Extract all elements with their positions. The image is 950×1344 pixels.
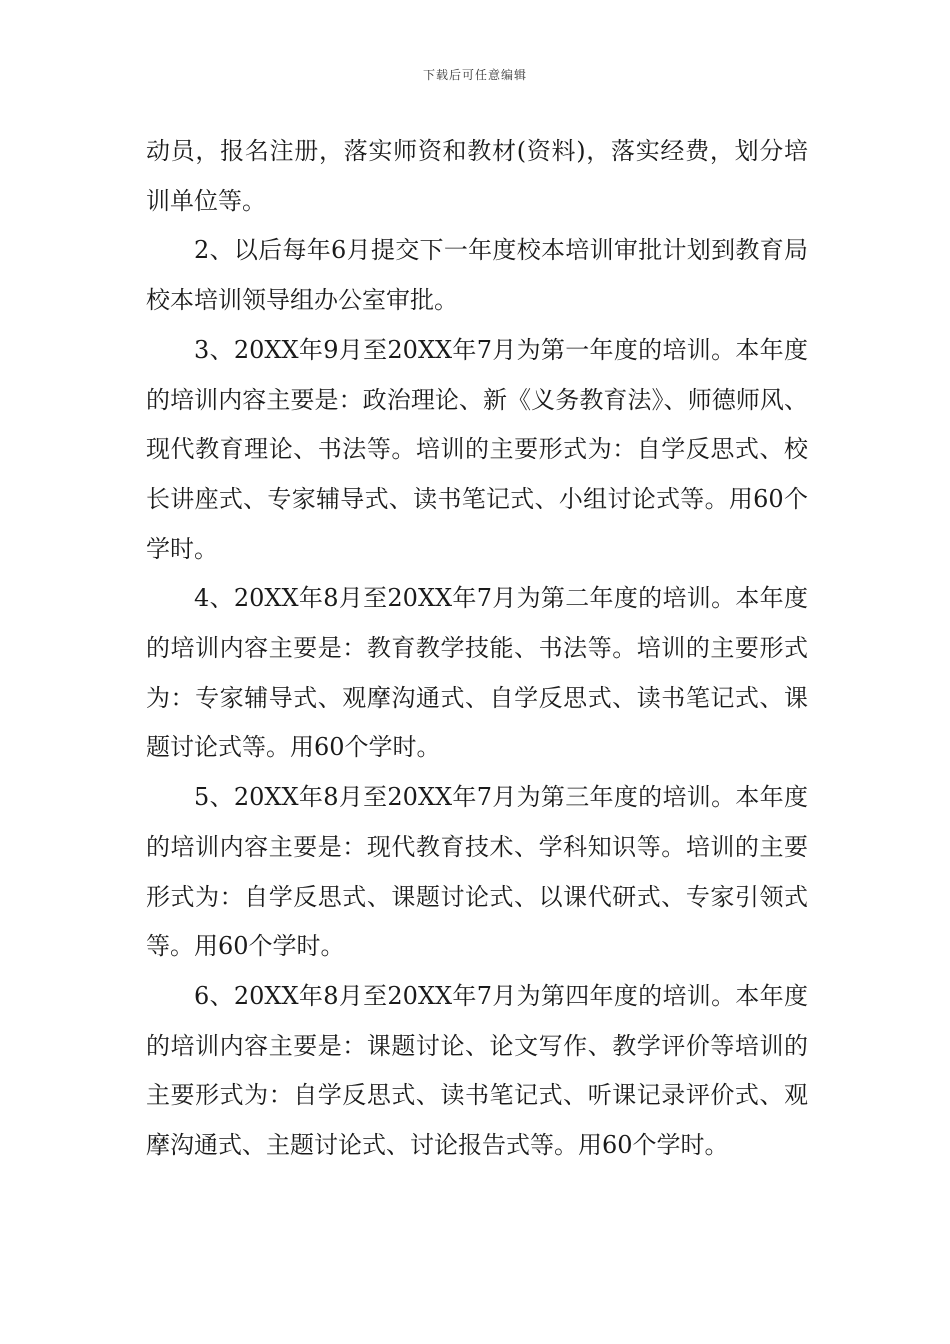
page-header: 下载后可任意编辑 xyxy=(422,68,527,82)
paragraph-3: 3、20XX年9月至20XX年7月为第一年度的培训。本年度的培训内容主要是：政治理论、新《义务教育法》、师德师风、现代教育理论、书法等。培训的主要形式为：自学反思式、校长讲座式、专家辅导式、读书笔记式、小组讨论式等。用60个学时。 xyxy=(146,335,808,563)
paragraph-2: 2、以后每年6月提交下一年度校本培训审批计划到教育局校本培训领导组办公室审批。 xyxy=(146,236,808,315)
document-body xyxy=(146,127,808,1171)
paragraph-5: 5、20XX年8月至20XX年7月为第三年度的培训。本年度的培训内容主要是：现代教育技术、学科知识等。培训的主要形式为：自学反思式、课题讨论式、以课代研式、专家引领式等。用60个学时。 xyxy=(146,783,808,961)
paragraph-6: 6、20XX年8月至20XX年7月为第四年度的培训。本年度的培训内容主要是：课题讨论、论文写作、教学评价等培训的主要形式为：自学反思式、读书笔记式、听课记录评价式、观摩沟通式、主题讨论式、讨论报告式等。用60个学时。 xyxy=(146,981,808,1160)
paragraph-4: 4、20XX年8月至20XX年7月为第二年度的培训。本年度的培训内容主要是：教育教学技能、书法等。培训的主要形式为：专家辅导式、观摩沟通式、自学反思式、读书笔记式、课题讨论式等。用60个学时。 xyxy=(146,584,808,762)
paragraph-1: 动员，报名注册，落实师资和教材(资料)，落实经费，划分培训单位等。 xyxy=(146,137,808,215)
